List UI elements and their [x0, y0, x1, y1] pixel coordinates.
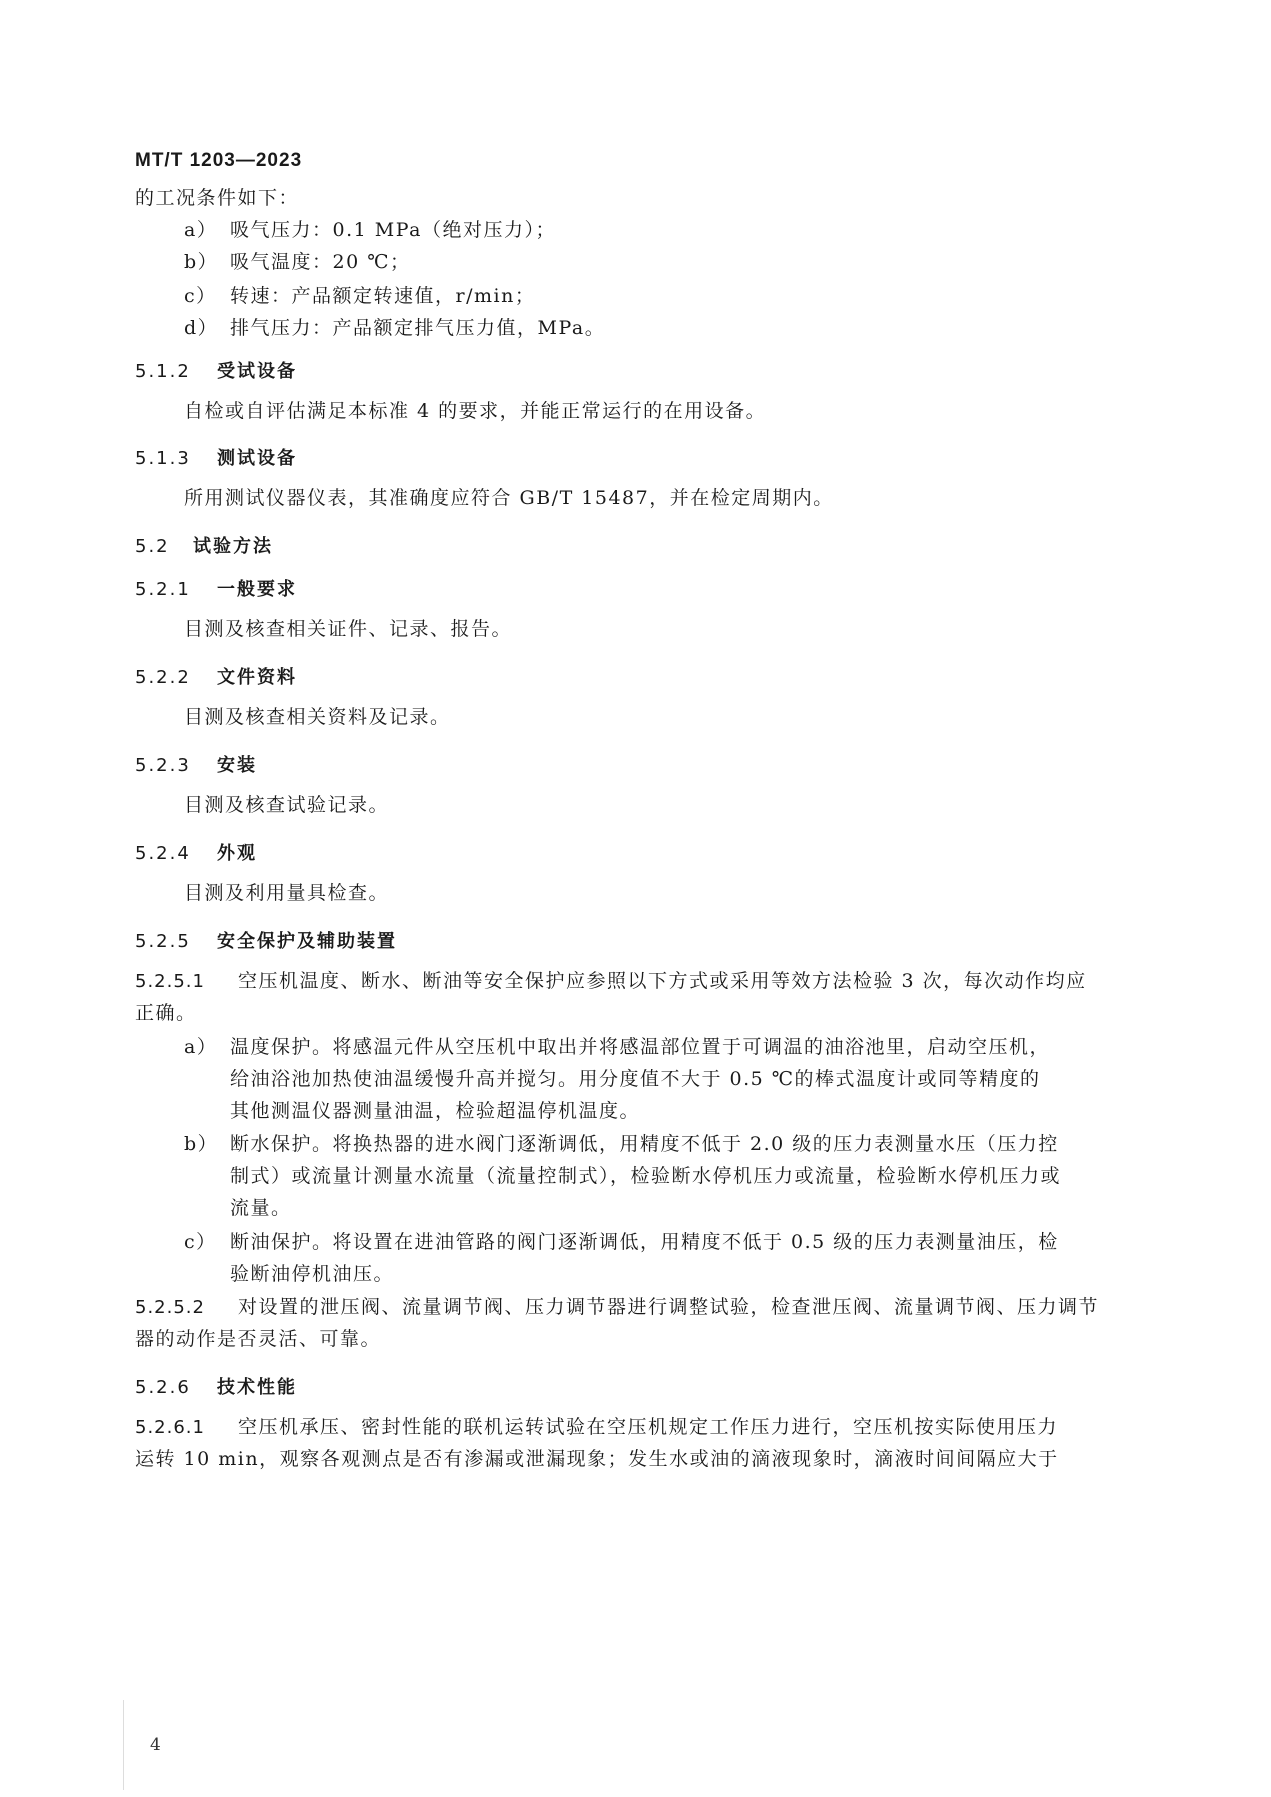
- section-number: 5.2: [135, 536, 170, 557]
- list-item: [184, 279, 535, 313]
- section-heading-5-1-2: [135, 357, 297, 383]
- section-number: 5.2.4: [135, 843, 191, 864]
- list-item: [184, 1030, 1050, 1064]
- section-title: 技术性能: [217, 1377, 297, 1398]
- section-title: 测试设备: [217, 448, 297, 469]
- page-number: 4: [150, 1735, 161, 1755]
- section-title: 文件资料: [217, 667, 297, 688]
- clause-5-2-5-1: [135, 964, 1087, 999]
- list-text: 吸气温度：20 ℃；: [230, 251, 411, 273]
- section-number: 5.2.5: [135, 931, 191, 952]
- list-marker: b）: [184, 1133, 219, 1155]
- section-title: 受试设备: [217, 361, 297, 382]
- clause-text-cont: 运转 10 min，观察各观测点是否有渗漏或泄漏现象；发生水或油的滴液现象时，滴液时间间隔应大于: [135, 1448, 1059, 1470]
- section-heading-5-2-1: [135, 575, 297, 601]
- section-number: 5.1.3: [135, 448, 191, 469]
- section-body: 自检或自评估满足本标准 4 的要求，并能正常运行的在用设备。: [184, 400, 767, 422]
- section-heading-5-2-4: [135, 839, 257, 865]
- clause-number: 5.2.5.2: [135, 1297, 205, 1318]
- clause-text-cont: 器的动作是否灵活、可靠。: [135, 1328, 382, 1350]
- list-marker: b）: [184, 251, 219, 273]
- clause-text: 对设置的泄压阀、流量调节阀、压力调节器进行调整试验，检查泄压阀、流量调节阀、压力调节: [238, 1296, 1100, 1318]
- section-body: 目测及核查相关证件、记录、报告。: [184, 618, 513, 640]
- section-number: 5.2.1: [135, 579, 191, 600]
- section-title: 安装: [217, 755, 257, 776]
- list-text-cont: 制式）或流量计测量水流量（流量控制式），检验断水停机压力或流量，检验断水停机压力或: [230, 1165, 1062, 1187]
- section-title: 安全保护及辅助装置: [217, 931, 397, 952]
- clause-text: 空压机承压、密封性能的联机运转试验在空压机规定工作压力进行，空压机按实际使用压力: [238, 1416, 1059, 1438]
- list-item: [184, 245, 410, 279]
- section-body: 目测及利用量具检查。: [184, 882, 390, 904]
- list-text-cont: 给油浴池加热使油温缓慢升高并搅匀。用分度值不大于 0.5 ℃的棒式温度计或同等精度的: [230, 1068, 1041, 1090]
- section-heading-5-2-3: [135, 751, 257, 777]
- intro-lead: 的工况条件如下：: [135, 187, 300, 209]
- list-marker: a）: [184, 219, 218, 241]
- list-text: 断水保护。将换热器的进水阀门逐渐调低，用精度不低于 2.0 级的压力表测量水压（压力控: [230, 1133, 1059, 1155]
- list-item: [184, 311, 605, 345]
- section-heading-5-2-6: [135, 1373, 297, 1399]
- section-heading-5-2-5: [135, 927, 397, 953]
- section-body: 目测及核查试验记录。: [184, 794, 390, 816]
- list-marker: a）: [184, 1036, 218, 1058]
- section-title: 一般要求: [217, 579, 297, 600]
- section-heading-5-2: [135, 532, 273, 558]
- list-text: 转速：产品额定转速值，r/min；: [230, 285, 536, 307]
- list-text-cont: 验断油停机油压。: [230, 1263, 395, 1285]
- list-marker: c）: [184, 285, 217, 307]
- clause-number: 5.2.5.1: [135, 971, 205, 992]
- list-text-cont: 流量。: [230, 1197, 292, 1219]
- clause-number: 5.2.6.1: [135, 1417, 205, 1438]
- section-number: 5.2.2: [135, 667, 191, 688]
- section-number: 5.2.3: [135, 755, 191, 776]
- list-text: 温度保护。将感温元件从空压机中取出并将感温部位置于可调温的油浴池里，启动空压机，: [230, 1036, 1051, 1058]
- list-text-cont: 其他测温仪器测量油温，检验超温停机温度。: [230, 1100, 641, 1122]
- list-text: 吸气压力：0.1 MPa（绝对压力）；: [230, 219, 556, 241]
- clause-5-2-5-2: [135, 1290, 1099, 1325]
- margin-rule: [123, 1700, 124, 1790]
- list-text: 排气压力：产品额定排气压力值，MPa。: [230, 317, 606, 339]
- list-marker: c）: [184, 1231, 217, 1253]
- section-heading-5-2-2: [135, 663, 297, 689]
- section-body: 目测及核查相关资料及记录。: [184, 706, 451, 728]
- clause-5-2-6-1: [135, 1410, 1058, 1445]
- section-body: 所用测试仪器仪表，其准确度应符合 GB/T 15487，并在检定周期内。: [184, 487, 834, 509]
- section-title: 外观: [217, 843, 257, 864]
- clause-text-cont: 正确。: [135, 1002, 197, 1024]
- section-title: 试验方法: [193, 536, 273, 557]
- section-heading-5-1-3: [135, 444, 297, 470]
- list-text: 断油保护。将设置在进油管路的阀门逐渐调低，用精度不低于 0.5 级的压力表测量油压，检: [230, 1231, 1059, 1253]
- list-item: [184, 1225, 1059, 1259]
- section-number: 5.2.6: [135, 1377, 191, 1398]
- list-item: [184, 213, 556, 247]
- section-number: 5.1.2: [135, 361, 191, 382]
- clause-text: 空压机温度、断水、断油等安全保护应参照以下方式或采用等效方法检验 3 次，每次动作均应: [238, 970, 1087, 992]
- list-marker: d）: [184, 317, 219, 339]
- standard-code: MT/T 1203—2023: [135, 150, 303, 171]
- list-item: [184, 1127, 1059, 1161]
